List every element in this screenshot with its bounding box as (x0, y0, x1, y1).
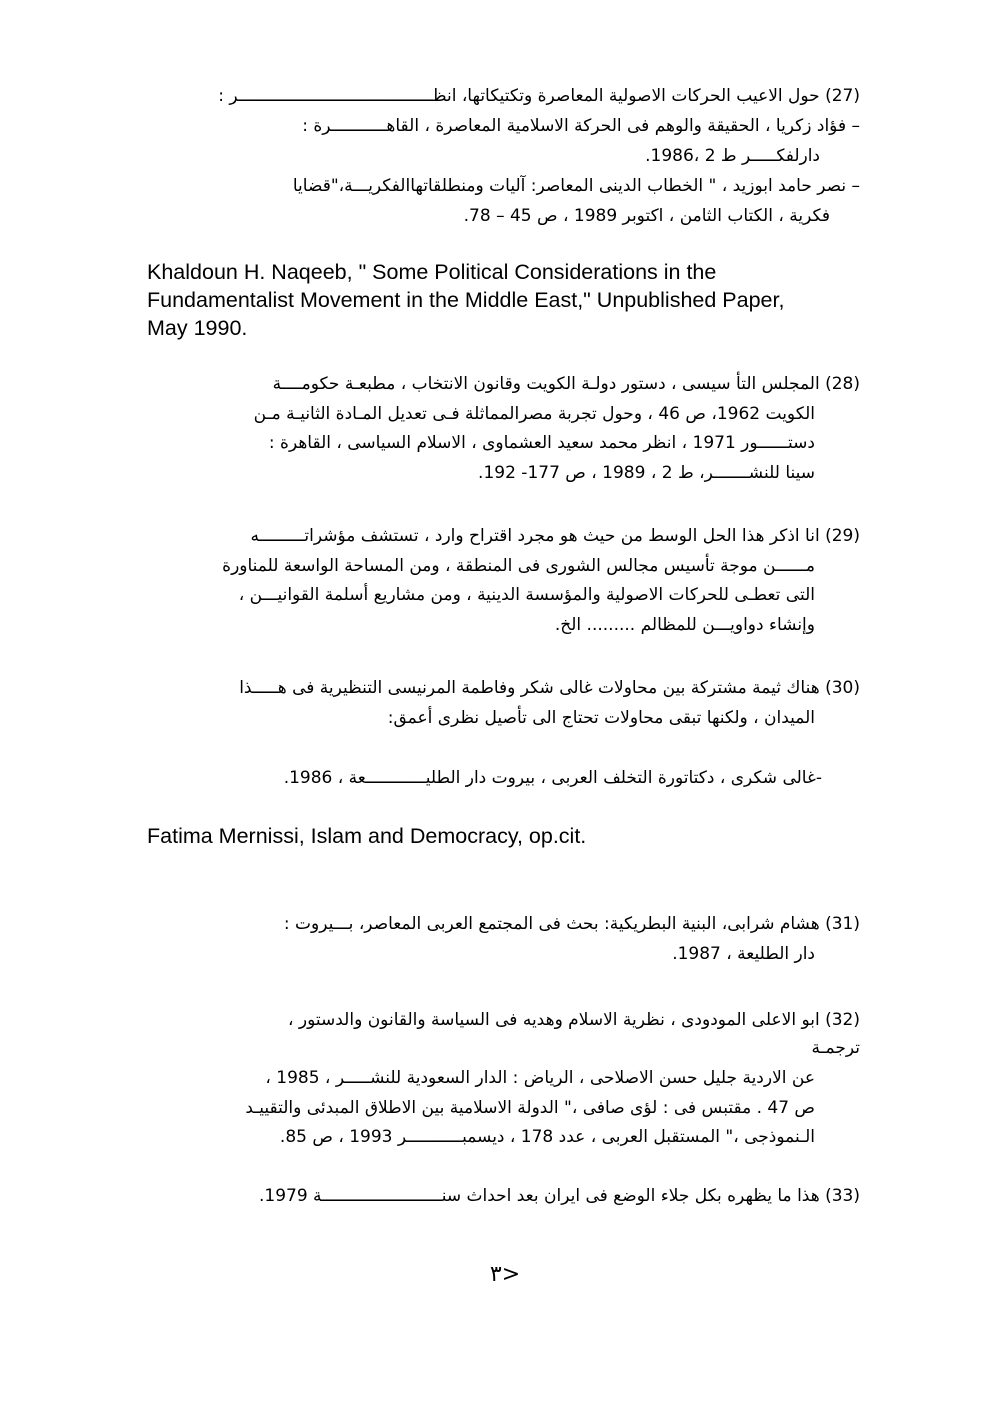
footnote-28-line-2: الكويت 1962، ص 46 ، وحول تجربة مصرالمماثلة فـى تعديل المـادة الثانيـة مـن (253, 403, 815, 424)
english-reference-mernissi-line: Fatima Mernissi, Islam and Democracy, op.cit. (147, 824, 587, 848)
footnote-30-ref-line: -غالى شكرى ، دكتاتورة التخلف العربى ، بيروت دار الطليــــــــــــعة ، 1986. (283, 768, 822, 788)
footnote-27-ref-2 (180, 172, 860, 231)
footnote-29-line-3: التى تعطـى للحركات الاصولية والمؤسسة الدينية ، ومن مشاريع أسلمة القوانيـــن ، (238, 585, 815, 605)
footnote-31-line-1: (31) هشام شرابى، البنية البطريكية: بحث فى المجتمع العربى المعاصر، بـــيروت : (283, 914, 860, 934)
footnote-32-continuation (160, 1034, 860, 1064)
footnote-30-line-1: (30) هناك ثيمة مشتركة بين محاولات غالى شكر وفاطمة المرنيسى التنظيرية فى هـــــذا (239, 678, 860, 698)
english-reference-line-1: Khaldoun H. Naqeeb, " Some Political Considerations in the (147, 260, 717, 284)
footnote-30 (145, 674, 860, 733)
footnote-33-line-1: (33) هذا ما يظهره بكل جلاء الوضع فى ايران بعد احداث سنــــــــــــــــــــــــة 1979. (258, 1186, 860, 1206)
english-reference-line-2: Fundamentalist Movement in the Middle East," Unpublished Paper, (147, 288, 785, 312)
footnote-32-line-1: (32) ابو الاعلى المودودى ، نظرية الاسلام وهديه فى السياسة والقانون والدستور ، (288, 1010, 860, 1030)
footnote-28-line-3: دستــــــور 1971 ، انظر محمد سعيد العشماوى ، الاسلام السياسى ، القاهرة : (268, 433, 815, 453)
footnote-31-line-2: دار الطليعة ، 1987. (672, 943, 815, 964)
footnote-27-line-1: (27) حول الاعيب الحركات الاصولية المعاصرة وتكتيكاتها، انظـــــــــــــــــــــــــــــــــــــــر : (218, 86, 860, 106)
footnote-27-line-2: – فؤاد زكريا ، الحقيقة والوهم فى الحركة الاسلامية المعاصرة ، القاهـــــــــــرة : (302, 116, 860, 136)
footnote-29-line-2: مــــــن موجة تأسيس مجالس الشورى فى المنطقة ، ومن المساحة الواسعة للمناورة (222, 555, 815, 576)
english-reference-mernissi (147, 822, 586, 850)
footnote-30-reference (162, 764, 822, 794)
footnote-32-line-3: عن الاردية جليل حسن الاصلاحى ، الرياض : الدار السعودية للنشـــــر ، 1985 ، (265, 1068, 815, 1088)
footnote-32-line-4: ص 47 . مقتبس فى : لؤى صافى ،" الدولة الاسلامية بين الاطلاق المبدئى والتقييـد (245, 1097, 815, 1118)
footnote-29-line-4: وإنشاء دواويـــن للمظالم ......... الخ. (554, 614, 815, 635)
footnote-32-line-5: الـنموذجى ،" المستقبل العربى ، عدد 178 ، ديسمبـــــــــــر 1993 ، ص 85. (279, 1127, 815, 1147)
footnote-29-line-1: (29) انا اذكر هذا الحل الوسط من حيث هو مجرد اقتراح وارد ، تستشف مؤشراتـــــــــه (250, 526, 860, 546)
footnote-32-body (160, 1064, 860, 1153)
footnote-27 (140, 82, 860, 112)
english-reference-line-3: May 1990. (147, 316, 248, 340)
footnote-32 (160, 1006, 860, 1036)
footnote-33 (160, 1182, 860, 1212)
footnote-27-line-4: – نصر حامد ابوزيد ، " الخطاب الدينى المعاصر: آليات ومنطلقاتهاالفكريـــة،"قضايا (292, 176, 860, 196)
footnote-27-line-5: فكرية ، الكتاب الثامن ، اكتوبر 1989 ، ص 45 – 78. (463, 205, 830, 226)
footnote-32-line-2: ترجمـة (811, 1038, 860, 1058)
footnote-30-line-2: الميدان ، ولكنها تبقى محاولات تحتاج الى تأصيل نظرى أعمق: (387, 707, 815, 728)
footnote-31 (160, 910, 860, 969)
footnote-27-ref-1 (165, 112, 860, 171)
page-number: ٣> (489, 1262, 521, 1287)
english-reference-naqeeb (147, 258, 784, 342)
footnote-27-line-3: دارلفكـــــر ط 2 ،1986. (645, 145, 820, 166)
footnote-29 (145, 522, 860, 640)
footnote-28-line-4: سينا للنشـــــــر، ط 2 ، 1989 ، ص 177- 192. (478, 462, 815, 483)
footnote-28 (145, 370, 860, 488)
footnote-28-line-1: (28) المجلس التأ سيسى ، دستور دولـة الكويت وقانون الانتخاب ، مطبعـة حكومــــة (272, 374, 860, 394)
